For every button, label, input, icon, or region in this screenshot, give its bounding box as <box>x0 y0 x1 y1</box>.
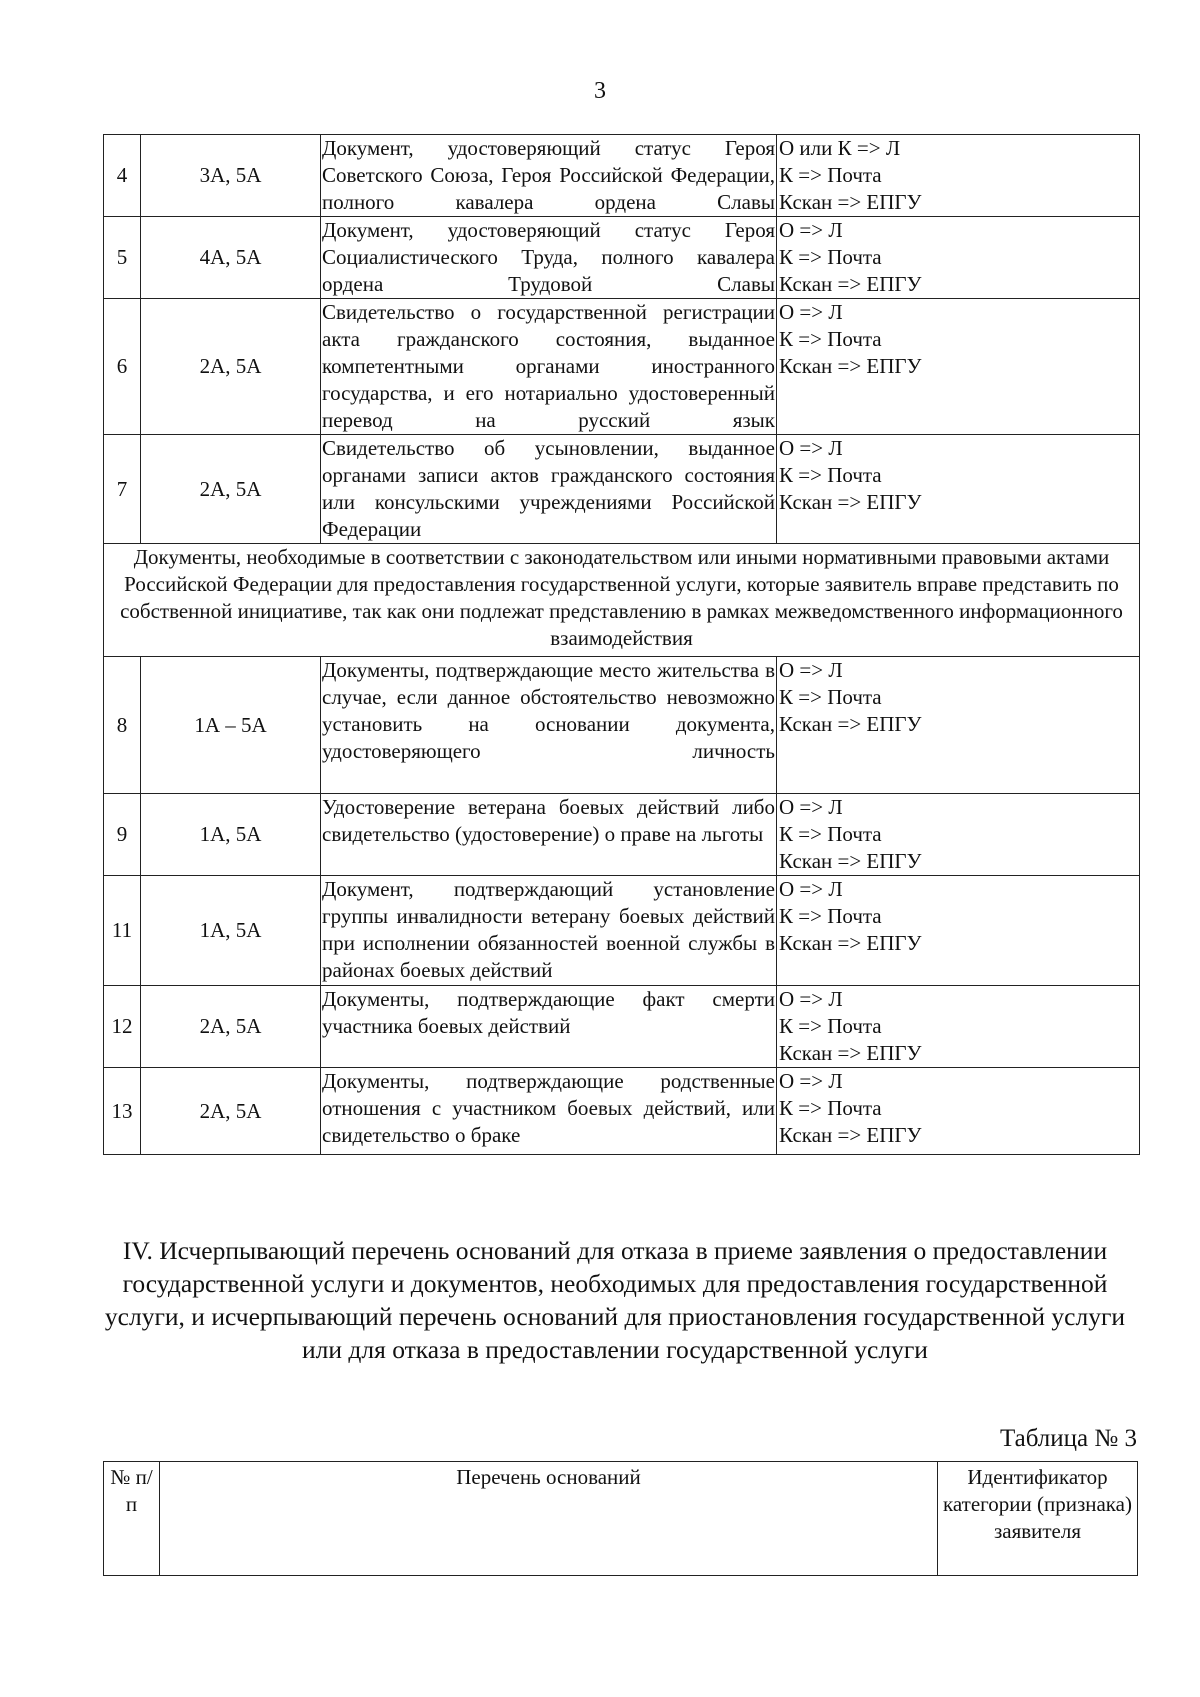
method-line: О => Л <box>779 658 843 682</box>
row-number: 4 <box>104 135 141 217</box>
method-line: К => Почта <box>779 163 882 187</box>
row-number: 8 <box>104 657 141 794</box>
table-row <box>104 135 1140 217</box>
category-code: 3А, 5А <box>141 135 321 217</box>
category-code: 2А, 5А <box>141 986 321 1068</box>
submission-methods <box>777 986 1140 1068</box>
submission-methods <box>777 217 1140 299</box>
method-line: Кскан => ЕПГУ <box>779 712 922 736</box>
row-number: 6 <box>104 299 141 435</box>
table-row <box>104 794 1140 876</box>
method-line: К => Почта <box>779 1014 882 1038</box>
table-header-row <box>104 1462 1138 1576</box>
method-line: Кскан => ЕПГУ <box>779 190 922 214</box>
table-caption: Таблица № 3 <box>999 1425 1137 1452</box>
method-line: Кскан => ЕПГУ <box>779 1041 922 1065</box>
method-line: Кскан => ЕПГУ <box>779 490 922 514</box>
document-description: Документ, подтверждающий установление группы инвалидности ветерану боевых действий при исполнении обязанностей военной службы в районах боевых действий <box>321 876 777 986</box>
submission-methods <box>777 794 1140 876</box>
document-description: Документы, подтверждающие место жительства в случае, если данное обстоятельство невозможно установить на основании документа, удостоверяющего личность <box>321 657 777 794</box>
table-row <box>104 1068 1140 1155</box>
category-code: 2А, 5А <box>141 299 321 435</box>
method-line: Кскан => ЕПГУ <box>779 931 922 955</box>
category-code: 1А, 5А <box>141 876 321 986</box>
category-code: 1А – 5А <box>141 657 321 794</box>
method-line: К => Почта <box>779 1096 882 1120</box>
method-line: О или К => Л <box>779 136 901 160</box>
table-row <box>104 986 1140 1068</box>
method-line: О => Л <box>779 987 843 1011</box>
table-row <box>104 435 1140 544</box>
method-line: О => Л <box>779 795 843 819</box>
category-code: 1А, 5А <box>141 794 321 876</box>
row-number: 13 <box>104 1068 141 1155</box>
method-line: К => Почта <box>779 685 882 709</box>
row-number: 7 <box>104 435 141 544</box>
category-code: 2А, 5А <box>141 1068 321 1155</box>
method-line: Кскан => ЕПГУ <box>779 1123 922 1147</box>
method-line: Кскан => ЕПГУ <box>779 849 922 873</box>
document-description: Документ, удостоверяющий статус Героя Советского Союза, Героя Российской Федерации, полного кавалера ордена Славы <box>321 135 777 217</box>
document-description: Удостоверение ветерана боевых действий либо свидетельство (удостоверение) о праве на льготы <box>321 794 777 876</box>
method-line: Кскан => ЕПГУ <box>779 272 922 296</box>
row-number: 5 <box>104 217 141 299</box>
documents-table <box>103 134 1140 1155</box>
refusal-grounds-table <box>103 1461 1138 1576</box>
category-code: 4А, 5А <box>141 217 321 299</box>
method-line: К => Почта <box>779 463 882 487</box>
table-row <box>104 657 1140 794</box>
method-line: К => Почта <box>779 904 882 928</box>
row-number: 11 <box>104 876 141 986</box>
column-header-identifier: Идентификатор категории (признака) заявителя <box>938 1462 1138 1576</box>
method-line: К => Почта <box>779 822 882 846</box>
submission-methods <box>777 876 1140 986</box>
section-note: Документы, необходимые в соответствии с законодательством или иными нормативными правовыми актами Российской Федерации для предоставления государственной услуги, которые заявитель вправе представить по собственной инициативе, так как они подлежат представлению в рамках межведомственного информационного взаимодействия <box>104 544 1140 657</box>
method-line: О => Л <box>779 877 843 901</box>
method-line: К => Почта <box>779 245 882 269</box>
column-header-grounds: Перечень оснований <box>160 1462 938 1576</box>
row-number: 12 <box>104 986 141 1068</box>
page-number: 3 <box>594 78 606 104</box>
submission-methods <box>777 1068 1140 1155</box>
section-heading: IV. Исчерпывающий перечень оснований для отказа в приеме заявления о предоставлении государственной услуги и документов, необходимых для предоставления государственной услуги, и исчерпывающий перечень оснований для приостановления государственной услуги или для отказа в предоставлении государственной услуги <box>104 1236 1126 1364</box>
submission-methods <box>777 435 1140 544</box>
method-line: О => Л <box>779 300 843 324</box>
row-number: 9 <box>104 794 141 876</box>
submission-methods <box>777 299 1140 435</box>
document-description: Свидетельство о государственной регистрации акта гражданского состояния, выданное компетентными органами иностранного государства, и его нотариально удостоверенный перевод на русский язык <box>321 299 777 435</box>
table-row <box>104 876 1140 986</box>
document-description: Документ, удостоверяющий статус Героя Социалистического Труда, полного кавалера ордена Трудовой Славы <box>321 217 777 299</box>
submission-methods <box>777 135 1140 217</box>
submission-methods <box>777 657 1140 794</box>
method-line: Кскан => ЕПГУ <box>779 354 922 378</box>
method-line: К => Почта <box>779 327 882 351</box>
section-note-row <box>104 544 1140 657</box>
document-description: Документы, подтверждающие родственные отношения с участником боевых действий, или свидетельство о браке <box>321 1068 777 1155</box>
method-line: О => Л <box>779 218 843 242</box>
table-row <box>104 299 1140 435</box>
column-header-number: № п/п <box>104 1462 160 1576</box>
method-line: О => Л <box>779 1069 843 1093</box>
document-description: Свидетельство об усыновлении, выданное органами записи актов гражданского состояния или консульскими учреждениями Российской Федерации <box>321 435 777 544</box>
table-row <box>104 217 1140 299</box>
document-description: Документы, подтверждающие факт смерти участника боевых действий <box>321 986 777 1068</box>
method-line: О => Л <box>779 436 843 460</box>
category-code: 2А, 5А <box>141 435 321 544</box>
